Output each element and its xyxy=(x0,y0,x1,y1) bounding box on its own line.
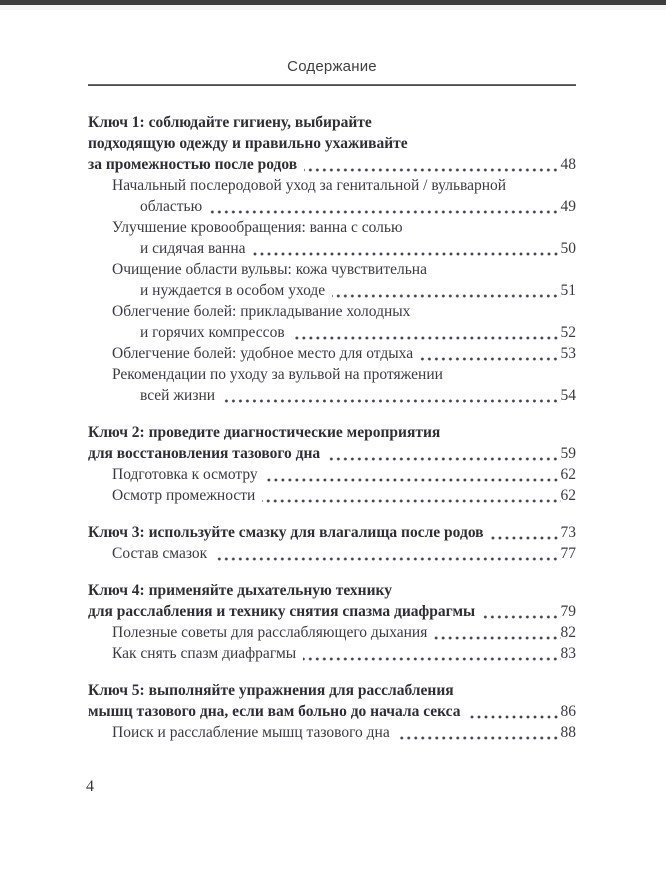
toc-line xyxy=(88,522,576,543)
dot-leader xyxy=(292,336,561,340)
toc-line-text: для восстановления тазового дна xyxy=(88,445,321,462)
toc-line-text: Облегчение болей: удобное место для отдыха xyxy=(112,345,414,362)
toc-line-text: и горячих компрессов xyxy=(140,324,285,341)
page-ref: 49 xyxy=(560,198,576,215)
toc-entry xyxy=(88,464,576,485)
page-ref: 62 xyxy=(560,466,576,483)
page-ref: 53 xyxy=(560,345,576,362)
toc-line xyxy=(88,280,576,301)
toc-line xyxy=(88,622,576,643)
toc-entry xyxy=(88,259,576,301)
toc-line xyxy=(88,196,576,217)
page-ref: 77 xyxy=(560,545,576,562)
dot-leader xyxy=(327,457,560,461)
toc-section xyxy=(88,422,576,506)
dot-leader xyxy=(262,499,560,503)
toc-heading xyxy=(88,112,576,175)
toc-line-text: Полезные советы для расслабляющего дыхания xyxy=(112,624,428,641)
toc-line-text: Поиск и расслабление мышц тазового дна xyxy=(112,724,390,741)
page-ref: 88 xyxy=(560,724,576,741)
toc-line: подходящую одежду и правильно ухаживайте xyxy=(88,135,408,152)
dot-leader xyxy=(303,657,560,661)
toc-line-text: для расслабления и технику снятия спазма диафрагмы xyxy=(88,603,476,620)
dot-leader xyxy=(482,615,560,619)
toc-line xyxy=(88,443,576,464)
toc-entry xyxy=(88,217,576,259)
toc-entry xyxy=(88,343,576,364)
dot-leader xyxy=(222,399,560,403)
toc-line-text: и нуждается в особом уходе xyxy=(140,282,326,299)
toc-line-text: и сидячая ванна xyxy=(140,240,246,257)
toc-heading xyxy=(88,580,576,622)
page-ref: 52 xyxy=(560,324,576,341)
toc-section xyxy=(88,522,576,564)
toc-line xyxy=(88,343,576,364)
dot-leader xyxy=(209,210,560,214)
toc-line: Начальный послеродовой уход за генитальной / вульварной xyxy=(112,177,507,194)
page-ref: 48 xyxy=(560,156,576,173)
folio-page-number: 4 xyxy=(86,778,94,795)
toc-line: Ключ 1: соблюдайте гигиену, выбирайте xyxy=(88,114,372,131)
toc-line xyxy=(88,701,576,722)
running-header: Содержание xyxy=(287,58,377,75)
dot-leader xyxy=(332,294,560,298)
toc-entry xyxy=(88,485,576,506)
page-ref: 59 xyxy=(560,445,576,462)
page-ref: 54 xyxy=(560,387,576,404)
toc-line-text: Состав смазок xyxy=(112,545,208,562)
page-ref: 50 xyxy=(560,240,576,257)
toc-line xyxy=(88,322,576,343)
dot-leader xyxy=(304,168,560,172)
toc-line xyxy=(88,154,576,175)
page-ref: 83 xyxy=(560,645,576,662)
toc-line-text: областью xyxy=(140,198,203,215)
toc-line xyxy=(88,385,576,406)
page-ref: 82 xyxy=(560,624,576,641)
dot-leader xyxy=(214,557,560,561)
toc-section xyxy=(88,112,576,406)
toc-line: Ключ 2: проведите диагностические мероприятия xyxy=(88,424,441,441)
toc-entry xyxy=(88,364,576,406)
dot-leader xyxy=(491,536,561,540)
toc-line: Рекомендации по уходу за вульвой на протяжении xyxy=(112,366,443,383)
toc-line-text: Ключ 3: используйте смазку для влагалища после родов xyxy=(88,524,484,541)
toc-line xyxy=(88,643,576,664)
toc-line-text: мышц тазового дна, если вам больно до начала секса xyxy=(88,703,461,720)
page-ref: 73 xyxy=(560,524,576,541)
dot-leader xyxy=(420,357,560,361)
toc-line xyxy=(88,601,576,622)
toc xyxy=(88,112,576,743)
toc-entry xyxy=(88,722,576,743)
page-ref: 51 xyxy=(560,282,576,299)
toc-heading xyxy=(88,422,576,464)
toc-line xyxy=(88,464,576,485)
toc-heading xyxy=(88,680,576,722)
toc-section xyxy=(88,680,576,743)
toc-entry xyxy=(88,175,576,217)
toc-line: Улучшение кровообращения: ванна с солью xyxy=(112,219,403,236)
toc-line-text: всей жизни xyxy=(140,387,216,404)
page-ref: 86 xyxy=(560,703,576,720)
toc-line: Ключ 4: применяйте дыхательную технику xyxy=(88,582,393,599)
toc-entry xyxy=(88,543,576,564)
dot-leader xyxy=(253,252,561,256)
page-ref: 79 xyxy=(560,603,576,620)
toc-line xyxy=(88,722,576,743)
toc-entry xyxy=(88,301,576,343)
header-rule xyxy=(88,84,576,86)
page-content xyxy=(0,57,666,743)
toc-line-text: Подготовка к осмотру xyxy=(112,466,258,483)
toc-line-text: Осмотр промежности xyxy=(112,487,256,504)
toc-line xyxy=(88,238,576,259)
toc-section xyxy=(88,580,576,664)
dot-leader xyxy=(265,478,561,482)
toc-line-text: Как снять спазм диафрагмы xyxy=(112,645,297,662)
page-top-strip xyxy=(0,5,666,10)
toc-line-text: за промежностью после родов xyxy=(88,156,298,173)
toc-entry xyxy=(88,643,576,664)
toc-line: Облегчение болей: прикладывание холодных xyxy=(112,303,411,320)
toc-heading xyxy=(88,522,576,543)
dot-leader xyxy=(434,636,560,640)
toc-line: Ключ 5: выполняйте упражнения для расслабления xyxy=(88,682,454,699)
toc-line: Очищение области вульвы: кожа чувствительна xyxy=(112,261,427,278)
toc-line xyxy=(88,485,576,506)
page-ref: 62 xyxy=(560,487,576,504)
toc-line xyxy=(88,543,576,564)
dot-leader xyxy=(397,736,561,740)
toc-entry xyxy=(88,622,576,643)
dot-leader xyxy=(468,715,561,719)
